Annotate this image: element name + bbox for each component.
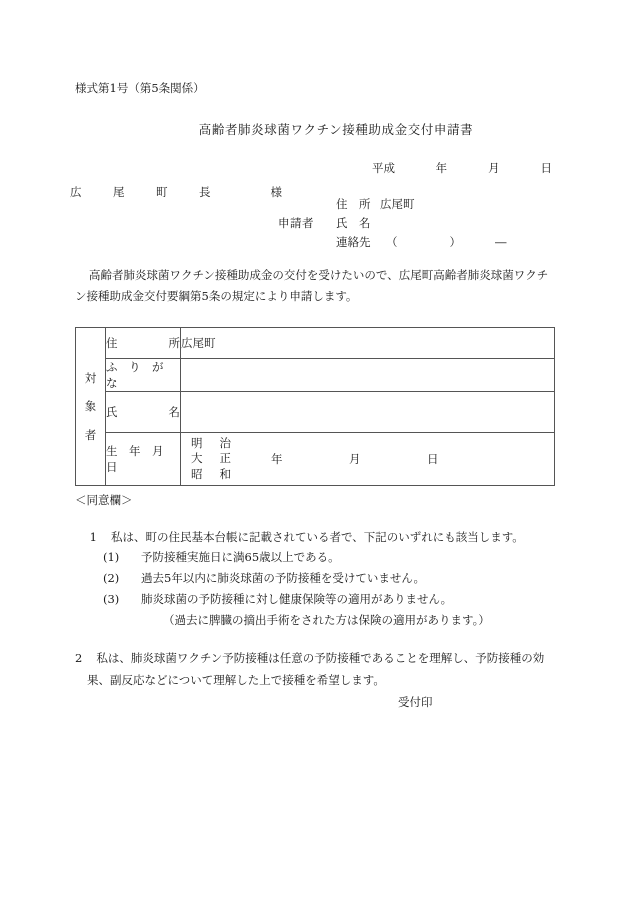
consent-item-1-text: 私は、町の住民基本台帳に記載されている者で、下記のいずれにも該当します。: [110, 529, 524, 544]
date-line: [372, 160, 552, 176]
address-label-left: 住: [106, 336, 118, 350]
receipt-seal-label: 受付印: [398, 695, 433, 709]
date-year-unit: 年: [435, 161, 448, 175]
sub-item-1-number: (1): [103, 550, 120, 564]
consent-item-2: [75, 648, 555, 692]
era-taisho-left: 大: [191, 451, 203, 466]
sub-item-2-number: (2): [103, 571, 120, 585]
consent-sub-item-1: [103, 549, 490, 570]
addressee-name: 広 尾 町 長: [70, 185, 221, 199]
consent-sub-item-3: [103, 591, 490, 612]
applicant-block: [278, 196, 507, 253]
era-showa[interactable]: [191, 467, 231, 483]
applicant-address-label: 住 所: [336, 197, 371, 211]
birth-day-unit: 日: [427, 451, 439, 466]
name-value-cell[interactable]: [181, 392, 555, 433]
birthdate-label-cell: 生 年 月 日: [106, 433, 181, 486]
side-char-2: 象: [84, 399, 97, 414]
contact-paren-open: （: [386, 235, 398, 249]
applicant-section-label: 申請者: [278, 216, 314, 230]
table-row-address: [76, 328, 555, 359]
sub-item-3-text: 肺炎球菌の予防接種に対し健康保険等の適用がありません。: [141, 592, 453, 606]
address-value-cell[interactable]: 広尾町: [181, 328, 555, 359]
table-row-name: [76, 392, 555, 433]
consent-sub-note: （過去に脾臓の摘出手術をされた方は保険の適用があります。）: [163, 613, 490, 627]
address-label-cell: [106, 328, 181, 359]
sub-item-1-text: 予防接種実施日に満65歳以上である。: [141, 550, 340, 564]
name-label-cell: [106, 392, 181, 433]
birth-year-unit: 年: [271, 451, 283, 466]
consent-item-1-number: 1: [89, 529, 97, 544]
sub-item-2-text: 過去5年以内に肺炎球菌の予防接種を受けていません。: [141, 571, 426, 585]
birthdate-value-cell[interactable]: [181, 433, 555, 486]
era-meiji-right: 治: [219, 435, 231, 450]
consent-item-2-line1: 私は、肺炎球菌ワクチン予防接種は任意の予防接種であることを理解し、予防接種の効: [96, 651, 545, 665]
consent-sub-note-row: [103, 612, 490, 633]
address-label-right: 所: [168, 336, 180, 350]
sub-item-3-number: (3): [103, 592, 120, 606]
date-era: 平成: [372, 161, 395, 175]
name-label-right: 名: [168, 405, 180, 419]
table-row-furigana: [76, 359, 555, 392]
page-title: 高齢者肺炎球菌ワクチン接種助成金交付申請書: [198, 122, 474, 137]
table-side-label: [76, 328, 106, 486]
addressee-line: [70, 184, 282, 200]
contact-dash: ―: [495, 235, 507, 249]
birth-month-unit: 月: [349, 451, 361, 466]
date-month-unit: 月: [488, 161, 500, 175]
era-showa-right: 和: [219, 466, 231, 481]
consent-item-2-number: 2: [75, 651, 83, 665]
side-char-1: 対: [84, 371, 97, 386]
applicant-address-value[interactable]: 広尾町: [380, 197, 415, 211]
name-label-left: 氏: [106, 405, 118, 419]
era-showa-left: 昭: [191, 466, 203, 481]
applicant-name-row: [278, 215, 507, 234]
furigana-value-cell[interactable]: [181, 359, 555, 392]
date-day-unit: 日: [540, 161, 552, 175]
era-meiji[interactable]: [191, 436, 231, 452]
consent-sub-item-2: [103, 570, 490, 591]
consent-section-heading: ＜同意欄＞: [75, 493, 133, 507]
applicant-address-row: [278, 196, 507, 215]
era-taisho-right: 正: [219, 451, 231, 466]
form-number: 様式第1号（第5条関係）: [75, 81, 205, 95]
furigana-label-cell: ふ り が な: [106, 359, 181, 392]
birthdate-units: [271, 451, 505, 467]
era-meiji-left: 明: [191, 435, 203, 450]
target-person-table: [75, 327, 555, 486]
applicant-name-label: 氏 名: [336, 216, 371, 230]
applicant-contact-label: 連絡先: [336, 235, 371, 249]
applicant-contact-row: [278, 234, 507, 253]
contact-paren-close: ）: [449, 235, 461, 249]
consent-sub-items: [103, 549, 490, 633]
consent-item-2-line2: 果、副反応などについて理解した上で接種を希望します。: [87, 672, 385, 687]
era-options[interactable]: [191, 436, 231, 483]
table-row-birthdate: [76, 433, 555, 486]
side-char-3: 者: [84, 427, 97, 442]
addressee-honorific: 様: [270, 185, 282, 199]
body-paragraph: 高齢者肺炎球菌ワクチン接種助成金の交付を受けたいので、広尾町高齢者肺炎球菌ワクチン接種助成金交付要綱第5条の規定により申請します。: [75, 268, 549, 304]
era-taisho[interactable]: [191, 451, 231, 467]
